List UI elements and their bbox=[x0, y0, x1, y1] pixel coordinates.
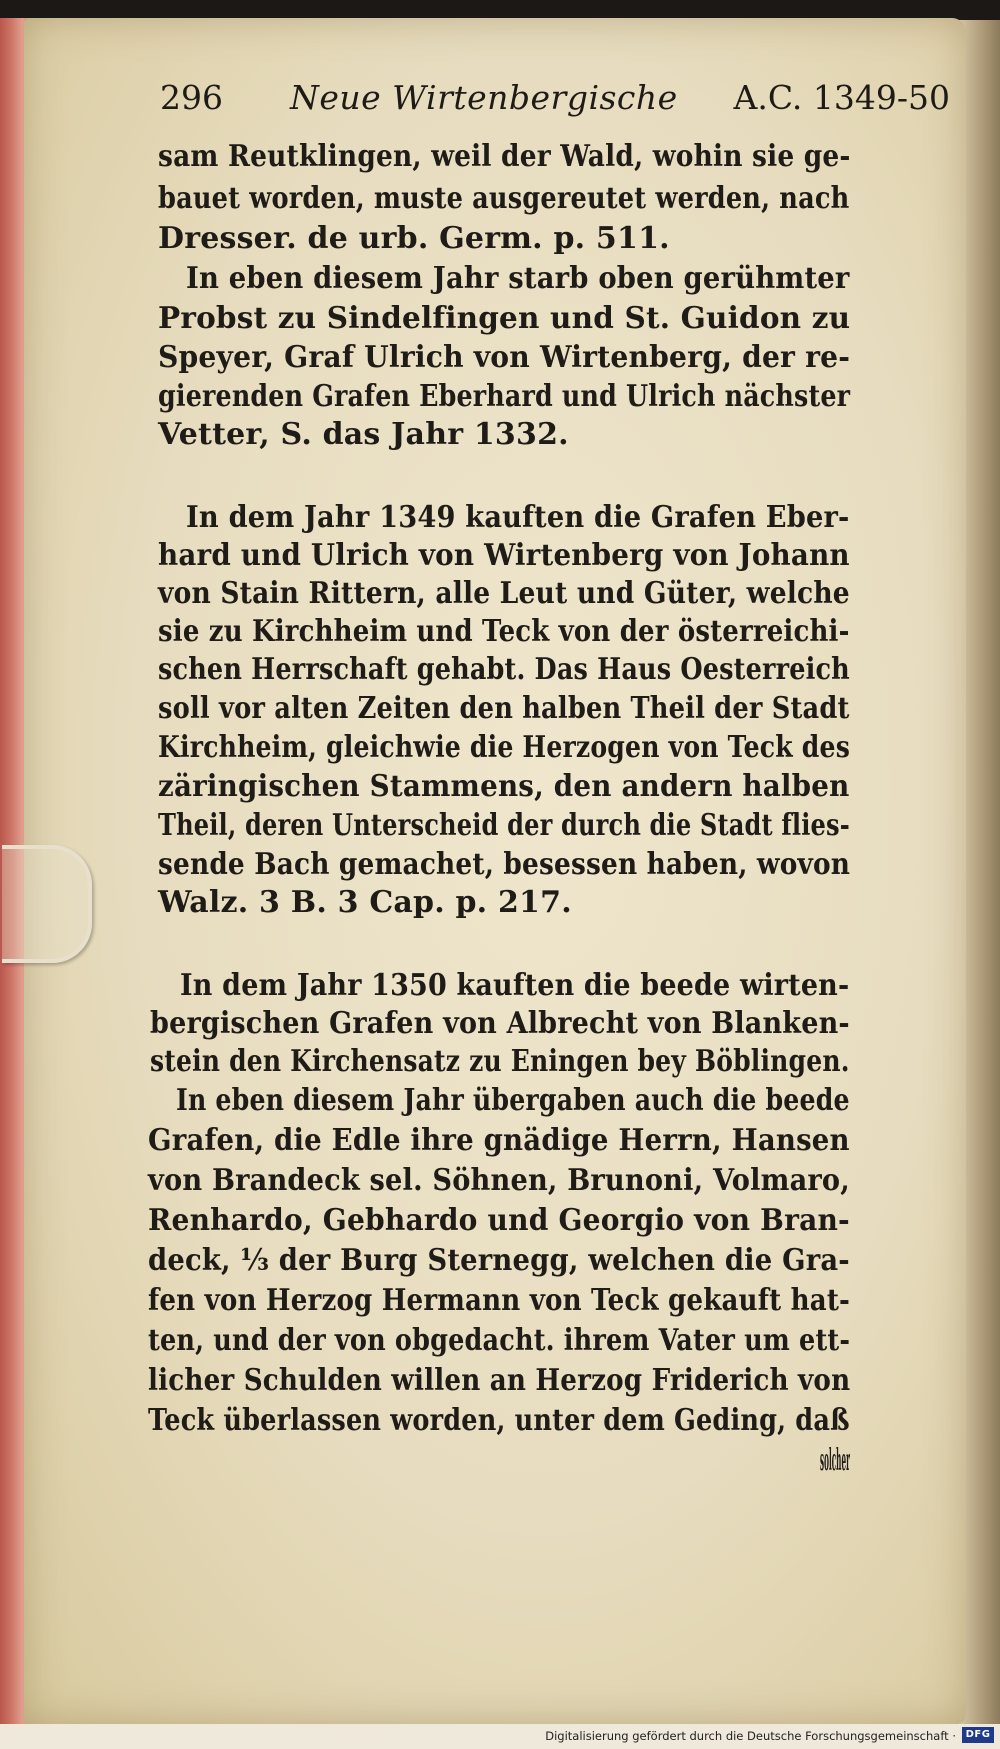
text-line: deck, ⅓ der Burg Sternegg, welchen die Gra- bbox=[148, 1243, 850, 1278]
text-line: In dem Jahr 1349 kauften die Grafen Eber- bbox=[186, 500, 850, 535]
running-years: A.C. 1349-50 bbox=[733, 78, 950, 117]
text-line: soll vor alten Zeiten den halben Theil der Stadt bbox=[158, 691, 850, 726]
page-number: 296 bbox=[160, 78, 223, 117]
text-line: sam Reutklingen, weil der Wald, wohin sie ge- bbox=[158, 139, 851, 174]
text-line: In eben diesem Jahr starb oben gerühmter bbox=[186, 261, 850, 296]
text-line: In dem Jahr 1350 kauften die beede wirten- bbox=[180, 968, 850, 1003]
text-line: fen von Herzog Hermann von Teck gekauft hat- bbox=[148, 1283, 851, 1318]
text-line: sende Bach gemachet, besessen haben, wovon bbox=[158, 847, 851, 882]
text-line: Renhardo, Gebhardo und Georgio von Bran- bbox=[148, 1203, 850, 1238]
text-line: Walz. 3 B. 3 Cap. p. 217. bbox=[158, 885, 572, 920]
text-line: ten, und der von obgedacht. ihrem Vater um ett- bbox=[148, 1323, 851, 1358]
text-line: licher Schulden willen an Herzog Friderich von bbox=[148, 1363, 851, 1398]
text-line: Dresser. de urb. Germ. p. 511. bbox=[158, 221, 670, 256]
funding-credit: Digitalisierung gefördert durch die Deutsche Forschungsgemeinschaft · bbox=[545, 1729, 956, 1743]
text-line: zäringischen Stammens, den andern halben bbox=[158, 769, 850, 804]
text-line: Probst zu Sindelfingen und St. Guidon zu bbox=[158, 301, 851, 336]
text-line: Grafen, die Edle ihre gnädige Herrn, Hansen bbox=[148, 1123, 850, 1158]
text-line: bauet worden, muste ausgereutet werden, nach bbox=[158, 181, 850, 216]
text-line: Kirchheim, gleichwie die Herzogen von Teck des bbox=[158, 730, 851, 765]
running-title: Neue Wirtenbergische bbox=[290, 78, 678, 117]
text-line: stein den Kirchensatz zu Eningen bey Böblingen. bbox=[150, 1044, 850, 1079]
text-line: sie zu Kirchheim und Teck von der österreichi- bbox=[158, 614, 850, 649]
text-line: Theil, deren Unterscheid der durch die Stadt flies- bbox=[158, 808, 850, 843]
text-line: schen Herrschaft gehabt. Das Haus Oesterreich bbox=[158, 652, 850, 687]
page-clip bbox=[2, 845, 92, 963]
text-line: Teck überlassen worden, unter dem Geding, daß bbox=[148, 1403, 850, 1438]
text-line: von Brandeck sel. Söhnen, Brunoni, Volmaro, bbox=[148, 1163, 850, 1198]
text-line: gierenden Grafen Eberhard und Ulrich nächster bbox=[158, 379, 851, 414]
running-head bbox=[160, 78, 950, 122]
text-line: hard und Ulrich von Wirtenberg von Johann bbox=[158, 538, 850, 573]
dfg-logo[interactable]: DFG bbox=[962, 1727, 994, 1743]
text-line: bergischen Grafen von Albrecht von Blanken- bbox=[150, 1006, 850, 1041]
text-line: In eben diesem Jahr übergaben auch die beede bbox=[176, 1083, 850, 1118]
catchword: solcher bbox=[820, 1443, 850, 1478]
text-line: Vetter, S. das Jahr 1332. bbox=[158, 417, 569, 452]
text-line: Speyer, Graf Ulrich von Wirtenberg, der re- bbox=[158, 340, 851, 375]
text-line: von Stain Rittern, alle Leut und Güter, welche bbox=[158, 576, 850, 611]
